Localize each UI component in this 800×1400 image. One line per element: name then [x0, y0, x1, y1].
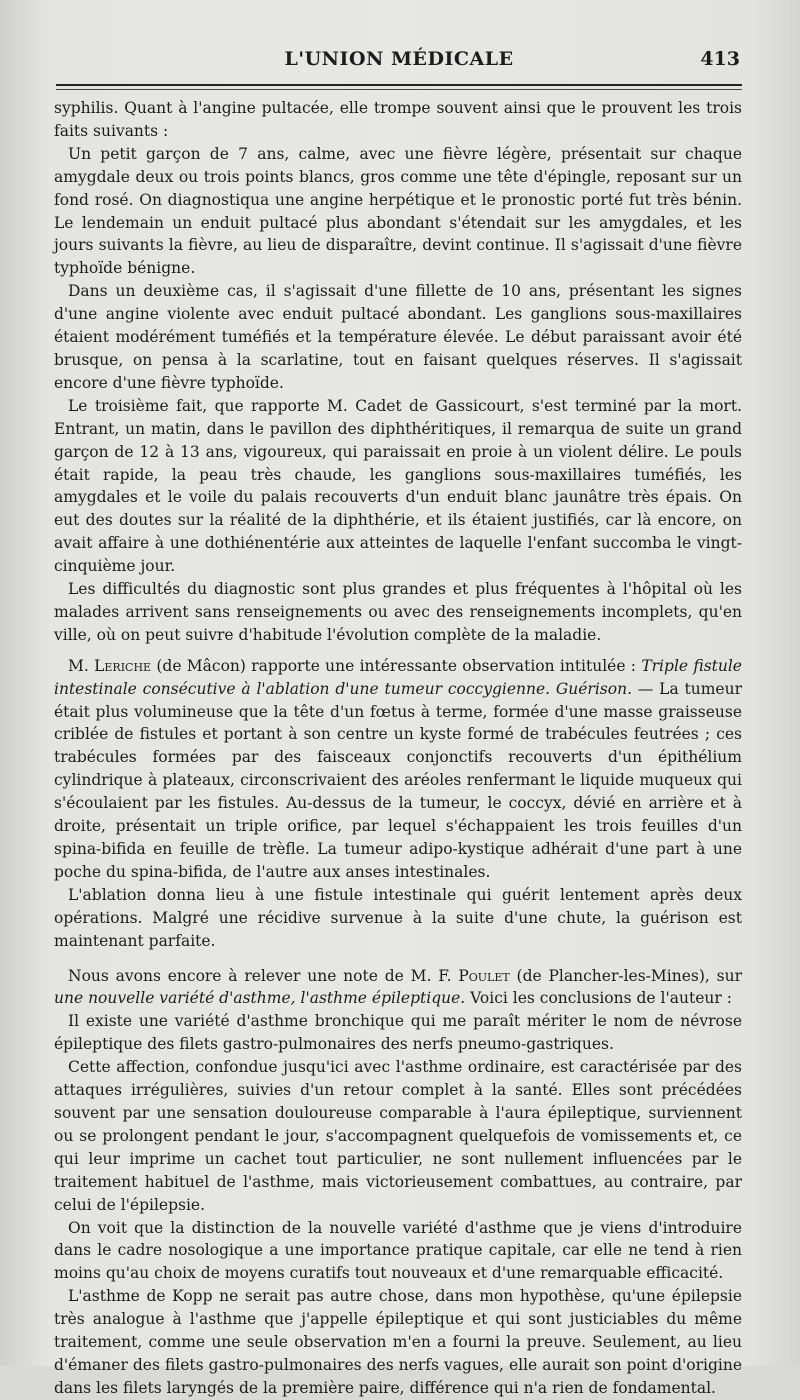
- leriche-description: — La tumeur était plus volumineuse que la tête d'un fœtus à terme, formée d'une masse graisseuse criblée de fistules et portant à son centre un kyste formé de trabécules feutrées ; ces trabécules formées par des faisceaux conjonctifs recouverts d'un épithélium cylindrique à plateaux, circonscrivaient des aréoles renfermant le liquide muqueux qui s'écoulaient par les fistules. Au-dessus de la tumeur, le coccyx, dévié en arrière et à droite, présentait un triple orifice, par lequel s'échappaient les trois feuilles d'un spina-bifida en feuille de trèfle. La tumeur adipo-kystique adhérait d'une part à une poche du spina-bifida, de l'autre aux anses intestinales.: [54, 679, 742, 881]
- author-leriche: Leriche: [94, 656, 152, 675]
- running-title: L'UNION MÉDICALE: [284, 48, 514, 70]
- poulet-intro: Nous avons encore à relever une note de M. F.: [68, 966, 459, 985]
- paragraph-diagnosis-difficulty: Les difficultés du diagnostic sont plus grandes et plus fréquentes à l'hôpital où les malades arrivent sans renseignements ou avec des renseignements incomplets, qu'en ville, où on peut suivre d'habitude l'évolution complète de la maladie.: [54, 580, 742, 644]
- article-body: [54, 97, 742, 1400]
- note-title: une nouvelle variété d'asthme, l'asthme épileptique.: [54, 989, 466, 1008]
- paragraph-case-two: Dans un deuxième cas, il s'agissait d'une fillette de 10 ans, présentant les signes d'une angine violente avec enduit pultacé abondant. Les ganglions sous-maxillaires étaient modérément tuméfiés et la température élevée. Le début paraissant avoir été brusque, on pensa à la scarlatine, tout en faisant quelques réserves. Il s'agissait encore d'une fièvre typhoïde.: [54, 282, 742, 392]
- leriche-m: M.: [68, 656, 89, 675]
- observation-title: Triple fistule intestinale consécutive à l'ablation d'une tumeur coccygienne. Guérison.: [54, 656, 742, 698]
- header-rule-thin: [56, 89, 742, 90]
- poulet-place: (de Plancher-les-Mines), sur: [509, 966, 742, 985]
- paragraph-asthma-variety: Il existe une variété d'asthme bronchique qui me paraît mériter le nom de névrose épileptique des filets gastro-pulmonaires des nerfs pneumo-gastriques.: [54, 1012, 742, 1054]
- header-rule: [56, 84, 742, 86]
- poulet-conclusions-intro: Voici les conclusions de l'auteur :: [465, 989, 732, 1008]
- paragraph-case-one: Un petit garçon de 7 ans, calme, avec une fièvre légère, présentait sur chaque amygdale deux ou trois points blancs, gros comme une tête d'épingle, reposant sur un fond rosé. On diagnostiqua une angine herpétique et le pronostic porté fut très bénin. Le lendemain un enduit pultacé plus abondant s'étendait sur les amygdales, et les jours suivants la fièvre, au lieu de disparaître, devint continue. Il s'agissait d'une fièvre typhoïde bénigne.: [54, 144, 742, 278]
- leriche-intro: (de Mâcon) rapporte une intéressante observation intitulée :: [151, 656, 642, 675]
- page-number: 413: [700, 48, 740, 70]
- paragraph-case-three: Le troisième fait, que rapporte M. Cadet de Gassicourt, s'est terminé par la mort. Entrant, un matin, dans le pavillon des diphthéritiques, il remarqua de suite un grand garçon de 12 à 13 ans, vigoureux, qui paraissait en proie à un violent délire. Le pouls était rapide, la peau très chaude, les ganglions sous-maxillaires tuméfiés, les amygdales et le voile du palais recouverts d'un enduit blanc jaunâtre très épais. On eut des doutes sur la réalité de la diphthérie, et ils étaient justifiés, car là encore, on avait affaire à une dothiénentérie aux atteintes de laquelle l'enfant succomba le vingt-cinquième jour.: [54, 396, 742, 576]
- paragraph-ablation: L'ablation donna lieu à une fistule intestinale qui guérit lentement après deux opérations. Malgré une récidive survenue à la suite d'une chute, la guérison est maintenant parfaite.: [54, 885, 742, 950]
- paragraph-kopp-asthma: L'asthme de Kopp ne serait pas autre chose, dans mon hypothèse, qu'une épilepsie très analogue à l'asthme que j'appelle épileptique et qui sont justiciables du même traitement, comme une seule observation m'en a fourni la preuve. Seulement, au lieu d'émaner des filets gastro-pulmonaires des nerfs vagues, elle aurait son point d'origine dans les filets laryngés de la première paire, différence qui n'a rien de fondamental.: [54, 1287, 742, 1397]
- paragraph-leriche-observation: [54, 655, 742, 884]
- paragraph-poulet-note: [54, 965, 742, 1011]
- author-poulet: Poulet: [458, 966, 510, 985]
- page-header: [56, 46, 742, 76]
- paragraph-asthma-characteristics: Cette affection, confondue jusqu'ici avec l'asthme ordinaire, est caractérisée par des attaques irrégulières, suivies d'un retour complet à la santé. Elles sont précédées souvent par une sensation douloureuse comparable à l'aura épileptique, surviennent ou se prolongent pendant le jour, s'accompagnent quelquefois de vomissements et, ce qui leur imprime un cachet tout particulier, ne sont nullement influencées par le traitement habituel de l'asthme, mais victorieusement combattues, au contraire, par celui de l'épilepsie.: [54, 1058, 742, 1214]
- paragraph-distinction: On voit que la distinction de la nouvelle variété d'asthme que je viens d'introduire dans le cadre nosologique a une importance pratique capitale, car elle ne tend à rien moins qu'au choix de moyens curatifs tout nouveaux et d'une remarquable efficacité.: [54, 1218, 742, 1283]
- paragraph-syphilis: syphilis. Quant à l'angine pultacée, elle trompe souvent ainsi que le prouvent les trois faits suivants :: [54, 99, 742, 140]
